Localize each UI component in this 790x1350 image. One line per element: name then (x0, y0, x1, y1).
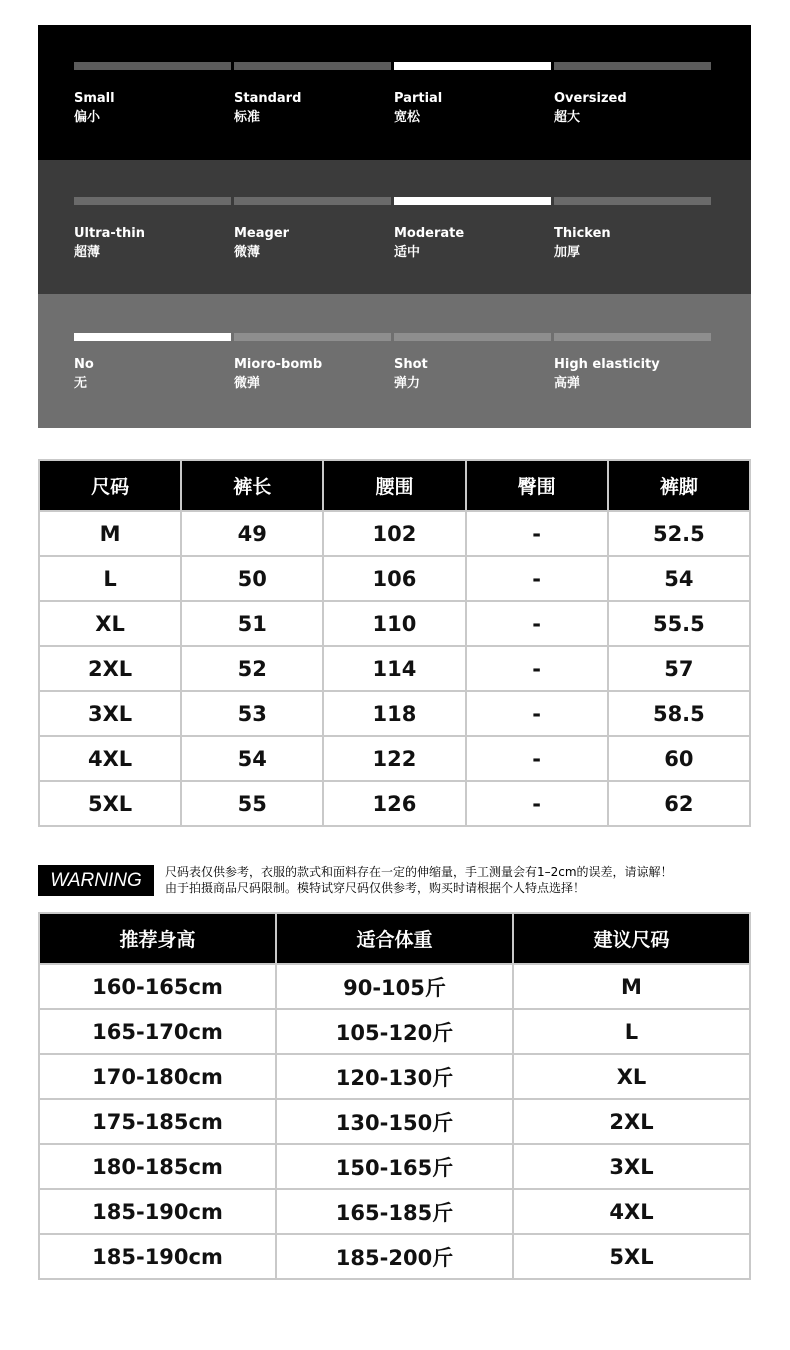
table-row (39, 1189, 750, 1234)
table-cell: 3XL (39, 691, 181, 736)
table-cell: 54 (608, 556, 750, 601)
table-cell: 52 (181, 646, 323, 691)
thickness-option-meager: Meager 微薄 (234, 226, 290, 260)
table-cell: 110 (323, 601, 465, 646)
table-cell: M (39, 511, 181, 556)
recommend-table (38, 912, 751, 1280)
table-cell: XL (39, 601, 181, 646)
table-cell: 2XL (513, 1099, 750, 1144)
warning-text (165, 864, 673, 896)
header-cell: 裤脚 (608, 460, 750, 511)
table-cell: 130-150斤 (276, 1099, 513, 1144)
table-cell: - (466, 781, 608, 826)
fit-option-standard: Standard 标准 (234, 91, 302, 125)
elasticity-option-no: No 无 (74, 357, 94, 391)
table-cell: 160-165cm (39, 964, 276, 1009)
table-cell: 114 (323, 646, 465, 691)
table-cell: 105-120斤 (276, 1009, 513, 1054)
fit-option-partial: Partial 宽松 (394, 91, 443, 125)
table-cell: L (39, 556, 181, 601)
fit-seg-standard (234, 62, 391, 70)
table-cell: 90-105斤 (276, 964, 513, 1009)
table-cell: - (466, 511, 608, 556)
table-cell: - (466, 691, 608, 736)
fit-option-small: Small 偏小 (74, 91, 115, 125)
header-cell: 推荐身高 (39, 913, 276, 964)
table-cell: - (466, 736, 608, 781)
table-cell: XL (513, 1054, 750, 1099)
table-cell: 2XL (39, 646, 181, 691)
fit-seg-partial (394, 62, 551, 70)
fit-option-oversized: Oversized 超大 (554, 91, 627, 125)
table-cell: 4XL (513, 1189, 750, 1234)
thickness-seg-moderate (394, 197, 551, 205)
elasticity-scale (38, 294, 751, 428)
thickness-option-moderate: Moderate 适中 (394, 226, 465, 260)
thickness-option-ultra-thin: Ultra-thin 超薄 (74, 226, 145, 260)
table-row (39, 691, 750, 736)
table-cell: 122 (323, 736, 465, 781)
table-cell: 165-185斤 (276, 1189, 513, 1234)
table-cell: 118 (323, 691, 465, 736)
header-cell: 臀围 (466, 460, 608, 511)
elasticity-option-micro: Mioro-bomb 微弹 (234, 357, 323, 391)
warning-badge: WARNING (38, 865, 154, 896)
table-cell: 126 (323, 781, 465, 826)
elasticity-seg-high (554, 333, 711, 341)
table-row (39, 781, 750, 826)
table-cell: 150-165斤 (276, 1144, 513, 1189)
table-row (39, 1144, 750, 1189)
recommend-table-header (39, 913, 750, 964)
table-cell: 185-200斤 (276, 1234, 513, 1279)
table-cell: 170-180cm (39, 1054, 276, 1099)
elasticity-seg-shot (394, 333, 551, 341)
table-cell: 5XL (513, 1234, 750, 1279)
table-cell: 57 (608, 646, 750, 691)
table-cell: 54 (181, 736, 323, 781)
table-row (39, 556, 750, 601)
header-cell: 适合体重 (276, 913, 513, 964)
table-cell: 185-190cm (39, 1189, 276, 1234)
fit-seg-small (74, 62, 231, 70)
header-cell: 腰围 (323, 460, 465, 511)
warning-line-2: 由于拍摄商品尺码限制。模特试穿尺码仅供参考，购买时请根据个人特点选择！ (165, 881, 586, 895)
table-row (39, 601, 750, 646)
warning-line-1: 尺码表仅供参考，衣服的款式和面料存在一定的伸缩量，手工测量会有1–2cm的误差，请谅解！ (165, 865, 673, 879)
table-row (39, 1234, 750, 1279)
header-cell: 建议尺码 (513, 913, 750, 964)
fit-scale (38, 25, 751, 160)
table-cell: L (513, 1009, 750, 1054)
table-row (39, 1054, 750, 1099)
table-cell: 180-185cm (39, 1144, 276, 1189)
table-cell: 51 (181, 601, 323, 646)
table-cell: 53 (181, 691, 323, 736)
table-cell: 3XL (513, 1144, 750, 1189)
elasticity-option-high: High elasticity 高弹 (554, 357, 660, 391)
table-cell: 52.5 (608, 511, 750, 556)
table-cell: - (466, 646, 608, 691)
table-cell: 60 (608, 736, 750, 781)
table-cell: 50 (181, 556, 323, 601)
table-cell: 58.5 (608, 691, 750, 736)
table-cell: 55.5 (608, 601, 750, 646)
table-cell: 185-190cm (39, 1234, 276, 1279)
elasticity-seg-no (74, 333, 231, 341)
table-cell: 102 (323, 511, 465, 556)
table-cell: 175-185cm (39, 1099, 276, 1144)
table-row (39, 964, 750, 1009)
table-cell: 120-130斤 (276, 1054, 513, 1099)
table-cell: - (466, 601, 608, 646)
size-table-header (39, 460, 750, 511)
elasticity-option-shot: Shot 弹力 (394, 357, 428, 391)
table-cell: 62 (608, 781, 750, 826)
table-row (39, 511, 750, 556)
table-cell: 49 (181, 511, 323, 556)
header-cell: 裤长 (181, 460, 323, 511)
table-row (39, 1099, 750, 1144)
fit-seg-oversized (554, 62, 711, 70)
table-row (39, 1009, 750, 1054)
table-cell: 106 (323, 556, 465, 601)
header-cell: 尺码 (39, 460, 181, 511)
table-row (39, 646, 750, 691)
table-cell: M (513, 964, 750, 1009)
table-row (39, 736, 750, 781)
elasticity-seg-micro (234, 333, 391, 341)
thickness-scale (38, 160, 751, 294)
table-cell: 165-170cm (39, 1009, 276, 1054)
table-cell: 4XL (39, 736, 181, 781)
thickness-option-thicken: Thicken 加厚 (554, 226, 611, 260)
thickness-seg-meager (234, 197, 391, 205)
thickness-seg-ultra-thin (74, 197, 231, 205)
size-table (38, 459, 751, 827)
table-cell: - (466, 556, 608, 601)
table-cell: 55 (181, 781, 323, 826)
thickness-seg-thicken (554, 197, 711, 205)
table-cell: 5XL (39, 781, 181, 826)
